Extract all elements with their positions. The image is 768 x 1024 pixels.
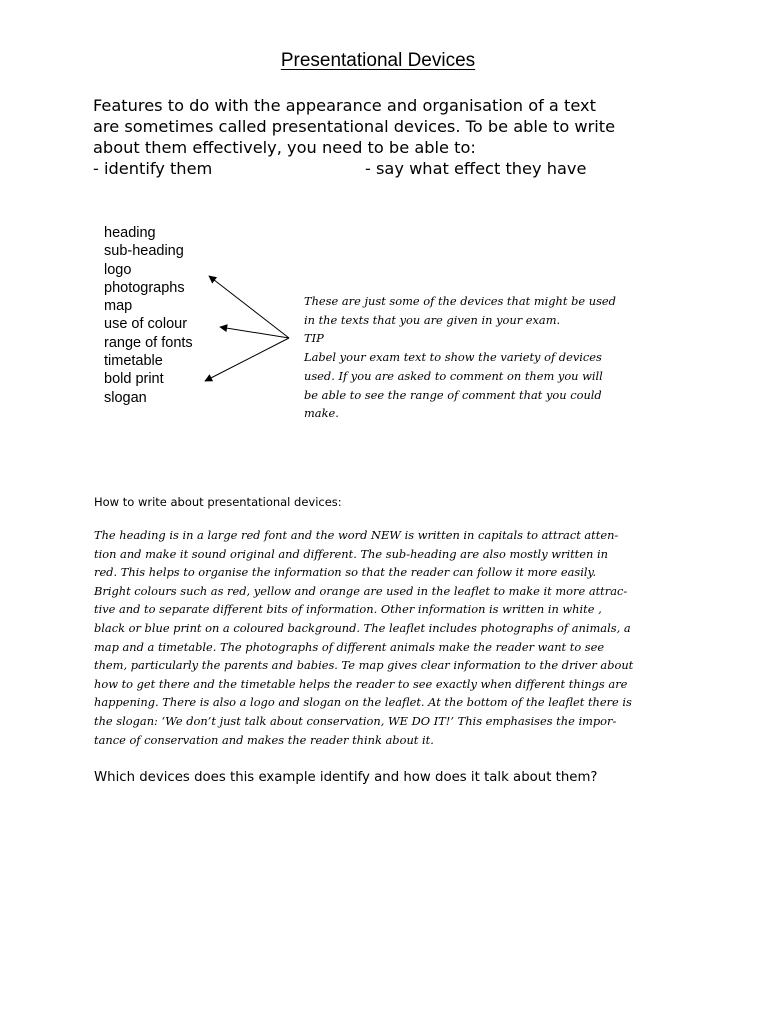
example-line: black or blue print on a coloured background. The leaflet includes photographs of animals, a [94, 620, 631, 635]
list-item: photographs [104, 279, 185, 296]
example-line: tive and to separate different bits of information. Other information is written in white , [94, 602, 602, 617]
intro-bullets [93, 158, 693, 179]
intro-line: are sometimes called presentational devices. To be able to write [93, 117, 616, 136]
example-paragraph [94, 526, 684, 749]
device-list [104, 224, 193, 407]
note-line: These are just some of the devices that might be used [304, 294, 616, 308]
bullet-identify: - identify them [93, 159, 213, 178]
section-heading: How to write about presentational devices: [94, 495, 342, 509]
page-title: Presentational Devices [280, 50, 476, 71]
note-line: used. If you are asked to comment on them you will [304, 368, 603, 383]
list-item: map [104, 298, 133, 315]
example-line: them, particularly the parents and babies. Te map gives clear information to the driver about [94, 658, 634, 673]
tip-note [304, 292, 649, 423]
note-line: be able to see the range of comment that you could [304, 387, 602, 402]
example-line: The heading is in a large red font and the word NEW is written in capitals to attract atten- [94, 528, 619, 542]
list-item: bold print [104, 371, 164, 388]
tip-label: TIP [304, 331, 324, 346]
note-line: make. [304, 406, 339, 421]
arrow-to-photographs [209, 276, 289, 338]
note-line: Label your exam text to show the variety of devices [304, 350, 602, 365]
example-line: Bright colours such as red, yellow and orange are used in the leaflet to make it more attrac- [94, 583, 628, 598]
example-line: tion and make it sound original and different. The sub-heading are also mostly written in [94, 546, 608, 561]
arrow-to-use-of-colour [220, 327, 289, 338]
question-prompt: Which devices does this example identify and how does it talk about them? [94, 770, 598, 785]
example-line: the slogan: ‘We don’t just talk about conservation, WE DO IT!’ This emphasises the impor- [94, 713, 617, 728]
intro-line: about them effectively, you need to be able to: [93, 138, 476, 157]
arrow-to-bold-print [205, 338, 289, 381]
list-item: heading [104, 225, 156, 241]
example-line: red. This helps to organise the information so that the reader can follow it more easily. [94, 565, 597, 580]
intro-paragraph [93, 95, 693, 179]
example-line: tance of conservation and makes the reader think about it. [94, 732, 434, 747]
example-line: how to get there and the timetable helps the reader to see exactly when different things are [94, 676, 628, 691]
note-line: in the texts that you are given in your exam. [304, 312, 561, 327]
list-item: use of colour [104, 316, 188, 333]
list-item: timetable [104, 353, 163, 370]
list-item: slogan [104, 389, 147, 406]
intro-line: Features to do with the appearance and organisation of a text [93, 96, 596, 115]
example-line: map and a timetable. The photographs of different animals make the reader want to see [94, 639, 605, 654]
list-item: logo [104, 261, 132, 278]
list-item: range of fonts [104, 334, 193, 351]
example-line: happening. There is also a logo and slogan on the leaflet. At the bottom of the leaflet there is [94, 695, 632, 710]
bullet-effect: - say what effect they have [365, 159, 587, 178]
list-item: sub-heading [104, 243, 184, 260]
